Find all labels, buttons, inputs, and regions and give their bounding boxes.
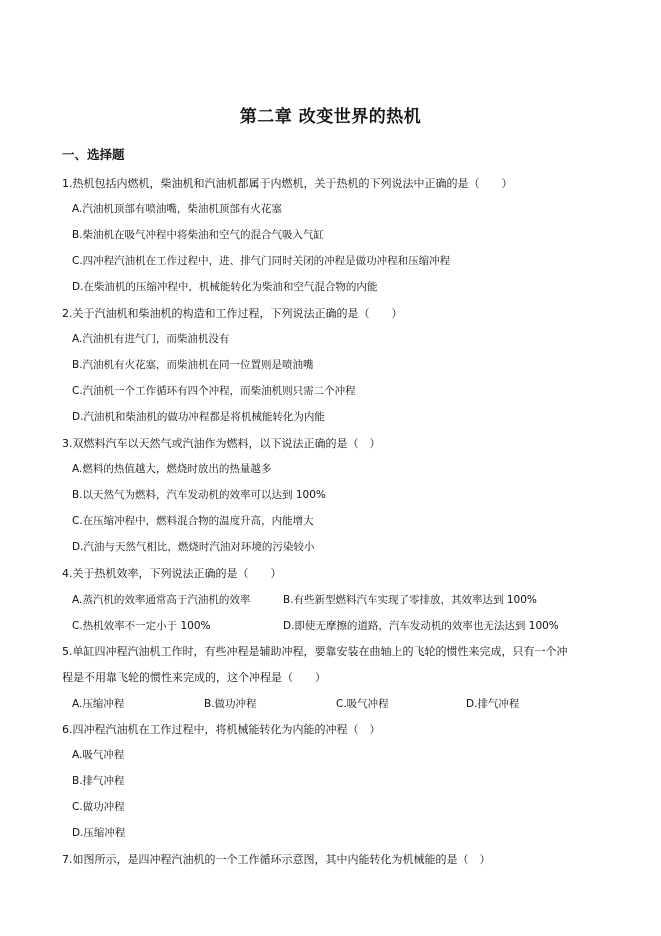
- question-2-option-c: C.汽油机一个工作循环有四个冲程，而柴油机则只需二个冲程: [72, 385, 356, 397]
- question-1-option-b: B.柴油机在吸气冲程中将柴油和空气的混合气吸入气缸: [72, 229, 325, 241]
- question-5-option-c: C.吸气冲程: [336, 698, 389, 710]
- question-5-option-a: A.压缩冲程: [72, 698, 125, 710]
- page-title: 第二章 改变世界的热机: [239, 107, 422, 127]
- question-5-option-d: D.排气冲程: [466, 698, 520, 710]
- question-5-stem-continued: 程是不用靠飞轮的惯性来完成的，这个冲程是（ ）: [62, 671, 326, 684]
- question-5-stem: 5.单缸四冲程汽油机工作时，有些冲程是辅助冲程，要靠安装在曲轴上的飞轮的惯性来完成，只有一个冲: [62, 645, 568, 658]
- question-5-option-b: B.做功冲程: [204, 698, 257, 710]
- question-1-option-d: D.在柴油机的压缩冲程中，机械能转化为柴油和空气混合物的内能: [72, 281, 378, 293]
- question-4-option-d: D.即使无摩擦的道路，汽车发动机的效率也无法达到 100%: [283, 620, 559, 632]
- question-2-option-a: A.汽油机有进气门，而柴油机没有: [72, 333, 230, 345]
- section-heading: 一、选择题: [62, 147, 125, 162]
- question-2-option-b: B.汽油机有火花塞，而柴油机在同一位置则是喷油嘴: [72, 359, 314, 371]
- question-1-option-a: A.汽油机顶部有喷油嘴，柴油机顶部有火花塞: [72, 203, 282, 215]
- question-3-stem: 3.双燃料汽车以天然气或汽油作为燃料，以下说法正确的是（ ）: [62, 437, 381, 450]
- question-2-stem: 2.关于汽油机和柴油机的构造和工作过程，下列说法正确的是（ ）: [62, 307, 403, 320]
- question-3-option-a: A.燃料的热值越大，燃烧时放出的热量越多: [72, 463, 272, 475]
- question-4-option-a: A.蒸汽机的效率通常高于汽油机的效率: [72, 594, 251, 606]
- question-3-option-d: D.汽油与天然气相比，燃烧时汽油对环境的污染较小: [72, 541, 315, 553]
- question-4-option-b: B.有些新型燃料汽车实现了零排放，其效率达到 100%: [283, 594, 537, 606]
- question-4-option-c: C.热机效率不一定小于 100%: [72, 620, 211, 632]
- question-6-option-a: A.吸气冲程: [72, 749, 125, 761]
- question-4-stem: 4.关于热机效率，下列说法正确的是（ ）: [62, 567, 282, 580]
- question-6-option-b: B.排气冲程: [72, 775, 125, 787]
- question-3-option-b: B.以天然气为燃料，汽车发动机的效率可以达到 100%: [72, 489, 326, 501]
- question-6-stem: 6.四冲程汽油机在工作过程中，将机械能转化为内能的冲程（ ）: [62, 723, 381, 736]
- question-6-option-d: D.压缩冲程: [72, 827, 126, 839]
- question-6-option-c: C.做功冲程: [72, 801, 125, 813]
- question-1-stem: 1.热机包括内燃机，柴油机和汽油机都属于内燃机，关于热机的下列说法中正确的是（ ）: [62, 177, 513, 190]
- question-1-option-c: C.四冲程汽油机在工作过程中，进、排气门同时关闭的冲程是做功冲程和压缩冲程: [72, 255, 451, 267]
- question-2-option-d: D.汽油机和柴油机的做功冲程都是将机械能转化为内能: [72, 411, 325, 423]
- question-3-option-c: C.在压缩冲程中，燃料混合物的温度升高，内能增大: [72, 515, 314, 527]
- question-7-stem: 7.如图所示，是四冲程汽油机的一个工作循环示意图，其中内能转化为机械能的是（ ）: [62, 853, 491, 866]
